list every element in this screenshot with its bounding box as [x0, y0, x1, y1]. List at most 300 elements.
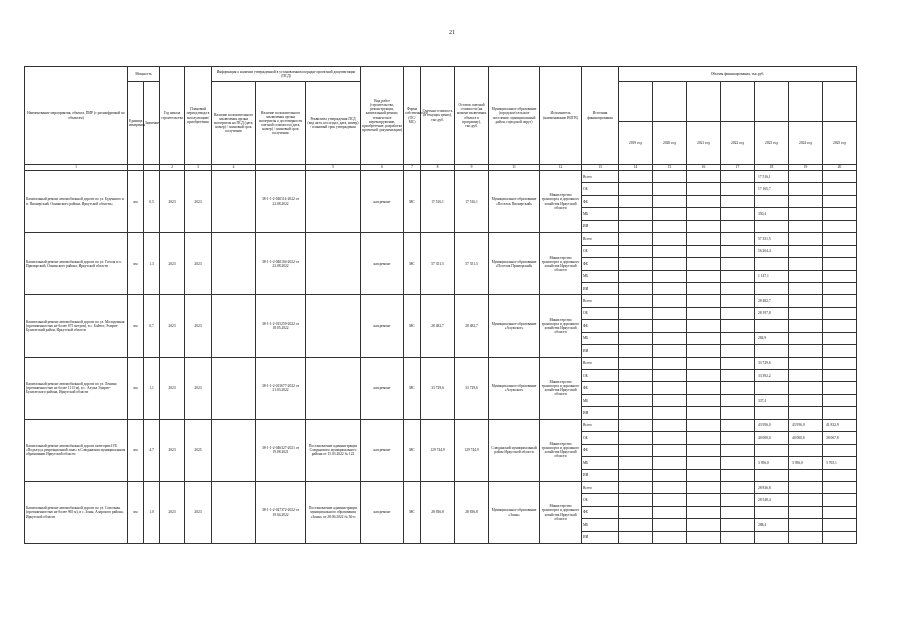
funding-source-label: МБ [582, 208, 619, 220]
column-number: 7 [404, 165, 421, 171]
funding-amount [687, 457, 721, 469]
funding-amount [687, 370, 721, 382]
funding-source-label: МБ [582, 332, 619, 344]
funding-source-label: ОБ [582, 370, 619, 382]
funding-amount [619, 332, 653, 344]
object-name: Капитальный ремонт автомобильной дороги по ул. Молодежная (протяженностью не более 675 метров), в с. Байтог, Эхирит-Булагатский район, Иркутской области [25, 295, 128, 357]
column-number: 5 [306, 165, 361, 171]
funding-amount [823, 469, 857, 481]
funding-amount [653, 444, 687, 456]
funding-amount [789, 307, 823, 319]
funding-amount [653, 419, 687, 431]
funding-amount [687, 307, 721, 319]
funding-source-label: ФБ [582, 506, 619, 518]
funding-amount [823, 494, 857, 506]
funding-source-label: ФБ [582, 320, 619, 332]
funding-source-label: Всего [582, 419, 619, 431]
column-number: 11 [489, 165, 540, 171]
funding-source-label: МБ [582, 270, 619, 282]
funding-source-label: ИИ [582, 345, 619, 357]
funding-amount: 28 197,8 [755, 307, 789, 319]
funding-amount [653, 382, 687, 394]
funding-amount [619, 245, 653, 257]
funding-amount [789, 220, 823, 232]
funding-amount [755, 258, 789, 270]
funding-amount: 28 548,4 [755, 494, 789, 506]
requisites-cell [306, 233, 361, 295]
funding-amount [619, 233, 653, 245]
funding-source-label: МБ [582, 519, 619, 531]
funding-amount [721, 444, 755, 456]
funding-amount [823, 171, 857, 183]
estimated-cost-cell: 17 516,1 [421, 171, 455, 233]
municipality-cell: Муниципальное образование «Поселок Приморский» [489, 233, 540, 295]
funding-amount [755, 320, 789, 332]
funding-amount [823, 332, 857, 344]
header-remaining-cost: Остаток сметной стоимости (на момент включения объекта в программу), тыс.руб. [455, 67, 489, 165]
funding-amount [653, 407, 687, 419]
funding-amount [755, 506, 789, 518]
funding-amount [789, 531, 823, 543]
funding-amount: 28 836,8 [755, 481, 789, 493]
funding-amount [653, 332, 687, 344]
funding-amount [687, 345, 721, 357]
funding-amount [619, 432, 653, 444]
table-row [25, 481, 857, 493]
executor-cell: Министерство транспорта и дорожного хозяйства Иркутской области [540, 295, 582, 357]
funding-amount [823, 233, 857, 245]
column-number: 9 [455, 165, 489, 171]
funding-amount [687, 419, 721, 431]
funding-amount [619, 195, 653, 207]
funding-amount [721, 481, 755, 493]
funding-amount: 57 351,5 [755, 233, 789, 245]
header-year: 2020 год [653, 122, 687, 165]
unit-cell: км [128, 171, 144, 233]
column-number: 19 [789, 165, 823, 171]
funding-amount [653, 171, 687, 183]
funding-amount [823, 519, 857, 531]
funding-amount [653, 183, 687, 195]
work-type-cell: кап.ремонт [361, 357, 404, 419]
header-year: 2024 год [789, 122, 823, 165]
executor-cell: Министерство транспорта и дорожного хозяйства Иркутской области [540, 357, 582, 419]
funding-amount [653, 282, 687, 294]
ownership-cell: МС [404, 233, 421, 295]
municipality-cell: Слюдянский муниципальный район Иркутской области [489, 419, 540, 481]
funding-amount [789, 382, 823, 394]
header-ownership: Форма собственности (ОС/МС) [404, 67, 421, 165]
estimated-cost-cell: 33 729,6 [421, 357, 455, 419]
value-cell: 1,1 [144, 357, 160, 419]
funding-amount [687, 444, 721, 456]
funding-amount: 337,4 [755, 394, 789, 406]
funding-amount [823, 270, 857, 282]
funding-amount [823, 407, 857, 419]
start-year-cell: 2023 [160, 481, 185, 543]
header-value: Значение [144, 82, 160, 165]
cost-conclusion-cell: 38-1-1-2-046327-2021 от 19.08.2021 [256, 419, 306, 481]
funding-amount [653, 457, 687, 469]
funding-amount [755, 469, 789, 481]
municipality-cell: Муниципальное образование «Зоны» [489, 481, 540, 543]
executor-cell: Министерство транспорта и дорожного хозяйства Иркутской области [540, 171, 582, 233]
funding-source-label: МБ [582, 394, 619, 406]
header-power: Мощность [128, 67, 160, 82]
cost-conclusion-cell: 38-1-1-2-040104-2022 от 22.08.2022 [256, 233, 306, 295]
cost-conclusion-cell: 38-1-1-2-013677-2022 от 21.03.2022 [256, 357, 306, 419]
requisites-cell [306, 171, 361, 233]
funding-amount [823, 320, 857, 332]
funding-amount [789, 519, 823, 531]
cost-conclusion-cell: 38-1-1-2-040114-2022 от 22.08.2022 [256, 171, 306, 233]
funding-amount [619, 171, 653, 183]
municipality-cell: Муниципальное образование «Поселок Пионерский» [489, 171, 540, 233]
funding-amount [653, 208, 687, 220]
funding-amount: 3 765,1 [823, 457, 857, 469]
funding-amount [619, 345, 653, 357]
funding-source-label: МБ [582, 457, 619, 469]
start-year-cell: 2023 [160, 419, 185, 481]
requisites-cell [306, 357, 361, 419]
column-number: 2 [160, 165, 185, 171]
funding-table [24, 66, 857, 544]
funding-amount [687, 382, 721, 394]
funding-amount [755, 195, 789, 207]
value-cell: 0,7 [144, 295, 160, 357]
unit-cell: км [128, 357, 144, 419]
funding-source-label: ОБ [582, 183, 619, 195]
funding-amount [721, 469, 755, 481]
header-pos-conclusion: Наличие положительного заключения органа экспертизы на ПСД (дата, номер) / плановый срок получения [212, 82, 256, 165]
funding-amount [653, 481, 687, 493]
funding-amount [789, 370, 823, 382]
remaining-cost-cell: 28 836,8 [455, 481, 489, 543]
funding-amount [721, 183, 755, 195]
funding-amount [619, 370, 653, 382]
funding-amount [755, 531, 789, 543]
column-number: 20 [823, 165, 857, 171]
funding-amount [721, 307, 755, 319]
funding-amount [653, 295, 687, 307]
object-name: Капитальный ремонт автомобильной дороги категории IVБ «Подъезд к рекреационной зоне» в Слюдянском муниципальном образовании Иркутской области [25, 419, 128, 481]
funding-source-label: ИИ [582, 407, 619, 419]
header-year-commission: Плановый период ввода в эксплуатацию/приобретения [185, 67, 212, 165]
funding-amount [721, 519, 755, 531]
value-cell: 0,5 [144, 171, 160, 233]
executor-cell: Министерство транспорта и дорожного хозяйства Иркутской области [540, 233, 582, 295]
funding-amount [687, 295, 721, 307]
object-name: Капитальный ремонт автомобильной дороги по ул. Сопочная (протяженностью не более 965 м), в с. Зоны, Аларского района, Иркутской области [25, 481, 128, 543]
funding-amount [653, 357, 687, 369]
funding-amount: 284,9 [755, 332, 789, 344]
funding-amount [687, 233, 721, 245]
funding-amount [619, 481, 653, 493]
header-executor: Исполнитель (наименование ИОГВ) [540, 67, 582, 165]
column-number: 4 [212, 165, 256, 171]
funding-amount [789, 270, 823, 282]
funding-amount [687, 320, 721, 332]
funding-amount [687, 506, 721, 518]
funding-amount: 40 000,0 [755, 432, 789, 444]
funding-amount [755, 444, 789, 456]
funding-source-label: ФБ [582, 195, 619, 207]
remaining-cost-cell: 17 516,1 [455, 171, 489, 233]
funding-amount [823, 282, 857, 294]
header-sources: Источник финансирования [582, 67, 619, 165]
funding-amount [789, 171, 823, 183]
funding-amount [721, 208, 755, 220]
funding-amount [823, 506, 857, 518]
funding-amount: 288,4 [755, 519, 789, 531]
column-number: 15 [653, 165, 687, 171]
funding-amount [789, 332, 823, 344]
funding-amount [721, 233, 755, 245]
column-number: 13 [582, 165, 619, 171]
funding-amount [619, 531, 653, 543]
conclusion-cell [212, 481, 256, 543]
funding-source-label: ФБ [582, 258, 619, 270]
executor-cell: Министерство транспорта и дорожного хозяйства Иркутской области [540, 481, 582, 543]
funding-amount [823, 382, 857, 394]
funding-amount [755, 407, 789, 419]
funding-amount [619, 208, 653, 220]
requisites-cell: Постановление администрации Слюдянского муниципального района от 15.03.2022 № 122 [306, 419, 361, 481]
ownership-cell: МС [404, 419, 421, 481]
work-type-cell: кап.ремонт [361, 481, 404, 543]
funding-source-label: Всего [582, 171, 619, 183]
funding-amount [823, 258, 857, 270]
funding-amount [653, 345, 687, 357]
funding-amount [823, 183, 857, 195]
funding-source-label: ИИ [582, 531, 619, 543]
funding-amount [789, 469, 823, 481]
requisites-cell: Постановление администрации муниципального образования «Зоны» от 28.06.2022 № 36-п [306, 481, 361, 543]
funding-amount [687, 282, 721, 294]
header-year-start: Год начала строительства [160, 67, 185, 165]
funding-amount [653, 307, 687, 319]
funding-amount [721, 195, 755, 207]
ownership-cell: МС [404, 295, 421, 357]
funding-amount [823, 195, 857, 207]
end-year-cell: 2023 [185, 481, 212, 543]
header-year: 2019 год [619, 122, 653, 165]
header-year: 2022 год [721, 122, 755, 165]
column-number: 3 [185, 165, 212, 171]
funding-amount [687, 469, 721, 481]
table-row [25, 357, 857, 369]
funding-amount [789, 183, 823, 195]
funding-amount [687, 407, 721, 419]
funding-amount [687, 481, 721, 493]
funding-amount [619, 282, 653, 294]
conclusion-cell [212, 171, 256, 233]
unit-cell: км [128, 481, 144, 543]
funding-amount: 40 000,0 [789, 432, 823, 444]
header-requisites: Реквизиты утверждения ПСД (вид акта, кто издал, дата, номер) / плановый срок утверждения [306, 82, 361, 165]
funding-amount [721, 506, 755, 518]
funding-amount [823, 394, 857, 406]
funding-amount [823, 307, 857, 319]
funding-amount [653, 394, 687, 406]
funding-amount [721, 531, 755, 543]
municipality-cell: Муниципальное образование «Алужское» [489, 295, 540, 357]
remaining-cost-cell: 129 744,9 [455, 419, 489, 481]
funding-source-label: ОБ [582, 245, 619, 257]
object-name: Капитальный ремонт автомобильной дороги по ул. Ленина (протяженностью не более 1113 м), в с. Алужа Эхирит-Булагатского района, Иркутской области [25, 357, 128, 419]
funding-amount [619, 506, 653, 518]
funding-amount [789, 357, 823, 369]
funding-amount [789, 444, 823, 456]
funding-amount [687, 494, 721, 506]
funding-amount [687, 531, 721, 543]
header-design-docs: Информация о наличии утвержденной в установленном порядке проектной документации (ПСД) [212, 67, 361, 82]
funding-amount [789, 245, 823, 257]
end-year-cell: 2025 [185, 419, 212, 481]
funding-amount [789, 506, 823, 518]
funding-source-label: ОБ [582, 432, 619, 444]
funding-source-label: Всего [582, 233, 619, 245]
funding-amount [755, 382, 789, 394]
column-number: 12 [540, 165, 582, 171]
funding-source-label: ИИ [582, 469, 619, 481]
ownership-cell: МС [404, 481, 421, 543]
funding-source-label: Всего [582, 481, 619, 493]
funding-amount [619, 419, 653, 431]
funding-amount [823, 220, 857, 232]
funding-amount [687, 394, 721, 406]
funding-source-label: ИИ [582, 220, 619, 232]
header-unit: Единица измерения [128, 82, 144, 165]
funding-amount [721, 320, 755, 332]
end-year-cell: 2023 [185, 233, 212, 295]
funding-amount [721, 357, 755, 369]
funding-amount [721, 419, 755, 431]
funding-amount [721, 457, 755, 469]
funding-amount [789, 208, 823, 220]
funding-amount [687, 258, 721, 270]
funding-amount [619, 457, 653, 469]
funding-amount [789, 282, 823, 294]
funding-amount: 3 956,0 [755, 457, 789, 469]
funding-amount [619, 183, 653, 195]
funding-amount [619, 444, 653, 456]
funding-source-label: Всего [582, 357, 619, 369]
funding-amount [619, 382, 653, 394]
funding-amount [687, 208, 721, 220]
conclusion-cell [212, 233, 256, 295]
funding-amount [721, 258, 755, 270]
header-year: 2025 год [823, 122, 857, 165]
funding-amount [687, 432, 721, 444]
funding-amount [721, 282, 755, 294]
funding-amount [789, 233, 823, 245]
value-cell: 1,0 [144, 481, 160, 543]
funding-amount [619, 469, 653, 481]
funding-amount [619, 270, 653, 282]
conclusion-cell [212, 357, 256, 419]
funding-amount [789, 195, 823, 207]
funding-amount [687, 183, 721, 195]
municipality-cell: Муниципальное образование «Алужское» [489, 357, 540, 419]
end-year-cell: 2023 [185, 295, 212, 357]
funding-amount [653, 469, 687, 481]
value-cell: 1,3 [144, 233, 160, 295]
funding-amount [789, 394, 823, 406]
conclusion-cell [212, 295, 256, 357]
funding-amount [653, 220, 687, 232]
funding-amount: 3 956,0 [789, 457, 823, 469]
funding-amount [619, 394, 653, 406]
end-year-cell: 2023 [185, 357, 212, 419]
funding-source-label: ИИ [582, 282, 619, 294]
header-pos-cost: Наличие положительного заключения органа экспертизы о достоверности сметной стоимости (дата, номер) / плановый срок получения [256, 82, 306, 165]
work-type-cell: кап.ремонт [361, 295, 404, 357]
funding-amount [721, 382, 755, 394]
funding-amount [687, 357, 721, 369]
header-municipality: Муниципальное образование (городское/сельское поселение, муниципальный район, городской округ) [489, 67, 540, 165]
start-year-cell: 2023 [160, 233, 185, 295]
funding-amount [789, 407, 823, 419]
header-year: 2023 год [755, 122, 789, 165]
funding-amount [823, 531, 857, 543]
funding-amount [721, 295, 755, 307]
funding-amount [789, 481, 823, 493]
funding-amount [687, 171, 721, 183]
funding-amount [687, 195, 721, 207]
unit-cell: км [128, 295, 144, 357]
funding-amount [823, 481, 857, 493]
funding-amount [823, 208, 857, 220]
page-number: 21 [449, 30, 455, 36]
column-number: 8 [421, 165, 455, 171]
cost-conclusion-cell: 38-1-1-2-027372-2022 от 19.04.2022 [256, 481, 306, 543]
funding-amount [653, 531, 687, 543]
estimated-cost-cell: 57 351,5 [421, 233, 455, 295]
funding-amount [721, 432, 755, 444]
work-type-cell: кап.ремонт [361, 171, 404, 233]
funding-amount [721, 171, 755, 183]
funding-amount [619, 519, 653, 531]
funding-amount [721, 394, 755, 406]
funding-amount [755, 282, 789, 294]
funding-amount: 41 832,9 [823, 419, 857, 431]
start-year-cell: 2023 [160, 295, 185, 357]
object-name: Капитальный ремонт автомобильной дороги по ул. Буденного и п. Пионерский, Оснинского района, Иркутской области» [25, 171, 128, 233]
funding-amount [619, 220, 653, 232]
funding-amount [823, 444, 857, 456]
ownership-cell: МС [404, 357, 421, 419]
funding-amount: 17 165,7 [755, 183, 789, 195]
remaining-cost-cell: 28 482,7 [455, 295, 489, 357]
funding-amount: 56 204,4 [755, 245, 789, 257]
funding-amount: 33 392,2 [755, 370, 789, 382]
funding-amount [789, 320, 823, 332]
work-type-cell: кап.ремонт [361, 419, 404, 481]
funding-amount [721, 370, 755, 382]
cost-conclusion-cell: 38-1-1-2-015259-2022 от 18.05.2022 [256, 295, 306, 357]
table-row [25, 419, 857, 431]
funding-source-label: ФБ [582, 444, 619, 456]
column-number: 14 [619, 165, 653, 171]
column-number: 1 [25, 165, 128, 171]
funding-amount [721, 407, 755, 419]
header-work-type: Вид работ (строительство, реконструкция, капитальный ремонт, техническое перевооружение, приобретение, разработка проектной документации) [361, 67, 404, 165]
header-year: 2021 год [687, 122, 721, 165]
funding-amount [653, 506, 687, 518]
ownership-cell: МС [404, 171, 421, 233]
funding-source-label: Всего [582, 295, 619, 307]
